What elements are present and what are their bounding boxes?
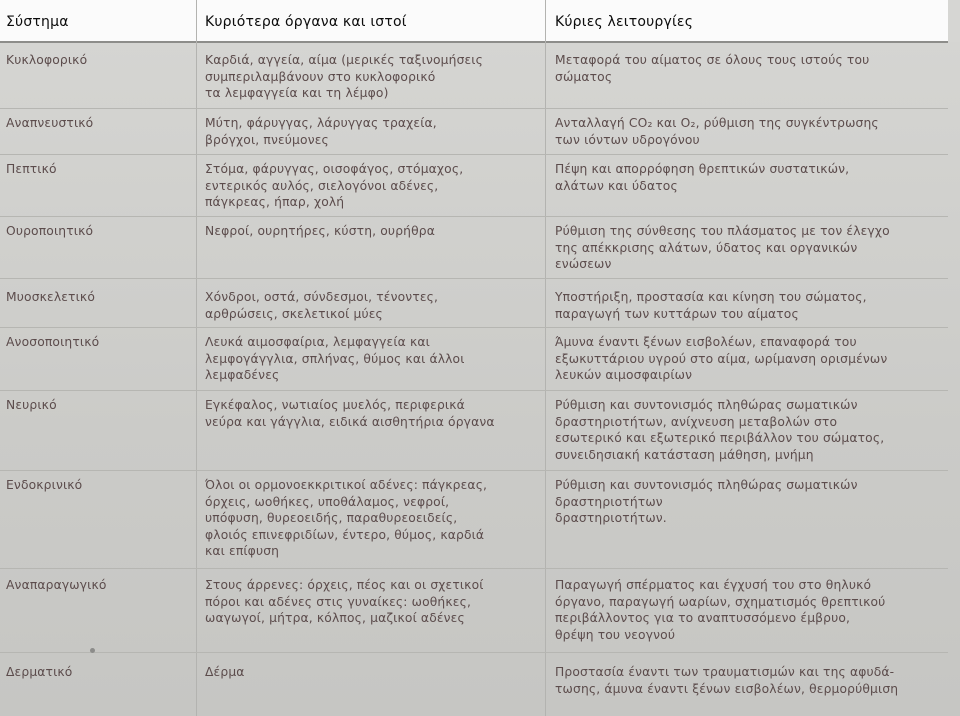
row-functions-integumentary: Προστασία έναντι των τραυματισμών και της αφυδά- τωσης, άμυνα έναντι ξένων εισβολέων, θερμορύθμιση xyxy=(555,665,899,696)
row-organs-immune: Λευκά αιμοσφαίρια, λεμφαγγεία και λεμφογάγγλια, σπλήνας, θύμος και άλλοι λεμφαδένες xyxy=(205,335,465,383)
row-system-digestive: Πεπτικό xyxy=(6,162,57,176)
header-organs: Κυριότερα όργανα και ιστοί xyxy=(205,14,407,30)
table-header xyxy=(0,0,960,42)
row-system-reproductive: Αναπαραγωγικό xyxy=(6,578,107,592)
row-system-respiratory: Αναπνευστικό xyxy=(6,116,94,130)
scan-speck xyxy=(90,648,95,653)
row-divider xyxy=(0,652,948,653)
row-system-endocrine: Ενδοκρινικό xyxy=(6,478,83,492)
row-system-urinary: Ουροποιητικό xyxy=(6,224,94,238)
row-divider xyxy=(0,327,948,328)
row-divider xyxy=(0,568,948,569)
row-organs-urinary: Νεφροί, ουρητήρες, κύστη, ουρήθρα xyxy=(205,224,435,238)
row-functions-nervous: Ρύθμιση και συντονισμός πληθώρας σωματικών δραστηριοτήτων, ανίχνευση μεταβολών στο εσωτερικό και εξωτερικό περιβάλλον του σώματος, συνειδησιακή κατάσταση μάθηση, μνήμη xyxy=(555,398,885,462)
row-functions-musculoskeletal: Υποστήριξη, προστασία και κίνηση του σώματος, παραγωγή των κυττάρων του αίματος xyxy=(555,290,867,321)
row-divider xyxy=(0,154,948,155)
header-divider xyxy=(0,41,948,43)
row-divider xyxy=(0,108,948,109)
row-divider xyxy=(0,390,948,391)
row-functions-digestive: Πέψη και απορρόφηση θρεπτικών συστατικών, αλάτων και ύδατος xyxy=(555,162,850,193)
row-functions-endocrine: Ρύθμιση και συντονισμός πληθώρας σωματικών δραστηριοτήτων δραστηριοτήτων. xyxy=(555,478,858,526)
row-system-integumentary: Δερματικό xyxy=(6,665,73,679)
row-functions-circulatory: Μεταφορά του αίματος σε όλους τους ιστούς του σώματος xyxy=(555,53,870,84)
row-functions-urinary: Ρύθμιση της σύνθεσης του πλάσματος με τον έλεγχο της απέκκρισης αλάτων, ύδατος και οργανικών ενώσεων xyxy=(555,224,890,272)
row-divider xyxy=(0,278,948,279)
row-functions-immune: Άμυνα έναντι ξένων εισβολέων, επαναφορά του εξωκυττάριου υγρού στο αίμα, ωρίμανση ορισμένων λευκών αιμοσφαιρίων xyxy=(555,335,888,383)
row-organs-respiratory: Μύτη, φάρυγγας, λάρυγγας τραχεία, βρόγχοι, πνεύμονες xyxy=(205,116,437,147)
row-divider xyxy=(0,470,948,471)
row-system-nervous: Νευρικό xyxy=(6,398,57,412)
row-organs-nervous: Εγκέφαλος, νωτιαίος μυελός, περιφερικά νεύρα και γάγγλια, ειδικά αισθητήρια όργανα xyxy=(205,398,495,429)
header-functions: Κύριες λειτουργίες xyxy=(555,14,694,30)
row-system-circulatory: Κυκλοφορικό xyxy=(6,53,88,67)
row-organs-integumentary: Δέρμα xyxy=(205,665,245,679)
row-organs-musculoskeletal: Χόνδροι, οστά, σύνδεσμοι, τένοντες, αρθρώσεις, σκελετικοί μύες xyxy=(205,290,439,321)
row-divider xyxy=(0,216,948,217)
row-system-musculoskeletal: Μυοσκελετικό xyxy=(6,290,95,304)
row-system-immune: Ανοσοποιητικό xyxy=(6,335,100,349)
row-organs-circulatory: Καρδιά, αγγεία, αίμα (μερικές ταξινομήσεις συμπεριλαμβάνουν στο κυκλοφορικό τα λεμφαγγεία και τη λέμφο) xyxy=(205,53,483,101)
header-system: Σύστημα xyxy=(6,14,69,30)
row-functions-respiratory: Ανταλλαγή CO₂ και O₂, ρύθμιση της συγκέντρωσης των ιόντων υδρογόνου xyxy=(555,116,879,147)
row-organs-endocrine: Όλοι οι ορμονοεκκριτικοί αδένες: πάγκρεας, όρχεις, ωοθήκες, υποθάλαμος, νεφροί, υπόφυση, θυρεοειδής, παραθυρεοειδείς, φλοιός επινεφριδίων, έντερο, θύμος, καρδιά και επίφυση xyxy=(205,478,488,559)
row-organs-reproductive: Στους άρρενες: όρχεις, πέος και οι σχετικοί πόροι και αδένες στις γυναίκες: ωοθήκες, ωαγωγοί, μήτρα, κόλπος, μαζικοί αδένες xyxy=(205,578,484,626)
row-organs-digestive: Στόμα, φάρυγγας, οισοφάγος, στόμαχος, εντερικός αυλός, σιελογόνοι αδένες, πάγκρεας, ήπαρ, χολή xyxy=(205,162,464,210)
row-functions-reproductive: Παραγωγή σπέρματος και έγχυσή του στο θηλυκό όργανο, παραγωγή ωαρίων, σχηματισμός θρεπτικού περιβάλλοντος για το αναπτυσσόμενο έμβρυο, θρέψη του νεογνού xyxy=(555,578,886,642)
